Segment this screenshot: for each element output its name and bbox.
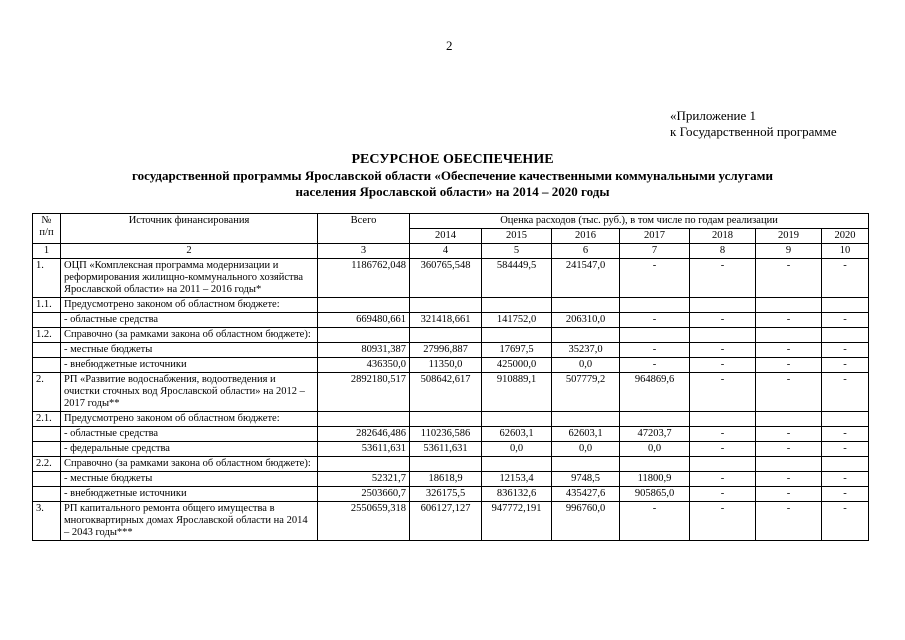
source-cell: Предусмотрено законом об областном бюджете: (61, 412, 318, 427)
year-value-cell: - (690, 343, 756, 358)
year-value-cell: - (822, 259, 869, 298)
year-value-cell: - (620, 502, 690, 541)
year-value-cell: - (822, 487, 869, 502)
total-cell (318, 412, 410, 427)
table-row (33, 328, 869, 343)
source-cell: - внебюджетные источники (61, 487, 318, 502)
column-number: 5 (482, 244, 552, 259)
column-number: 4 (410, 244, 482, 259)
year-value-cell: - (690, 373, 756, 412)
column-number: 2 (61, 244, 318, 259)
column-number: 1 (33, 244, 61, 259)
column-number: 6 (552, 244, 620, 259)
row-number-cell (33, 442, 61, 457)
year-value-cell (822, 457, 869, 472)
total-cell: 2503660,7 (318, 487, 410, 502)
source-cell: РП «Развитие водоснабжения, водоотведения и очистки сточных вод Ярославской области» на 2012 – 2017 годы** (61, 373, 318, 412)
page-number: 2 (446, 38, 453, 53)
source-cell: - федеральные средства (61, 442, 318, 457)
year-value-cell: - (620, 313, 690, 328)
source-cell: - областные средства (61, 427, 318, 442)
table-row (33, 487, 869, 502)
year-value-cell (482, 412, 552, 427)
year-value-cell: - (756, 442, 822, 457)
year-value-cell: 321418,661 (410, 313, 482, 328)
year-value-cell (482, 457, 552, 472)
row-number-cell (33, 472, 61, 487)
row-number-cell (33, 358, 61, 373)
header-total: Всего (318, 214, 410, 244)
year-value-cell (552, 412, 620, 427)
table-row (33, 412, 869, 427)
year-value-cell (620, 298, 690, 313)
year-value-cell (482, 298, 552, 313)
column-number: 8 (690, 244, 756, 259)
year-value-cell: - (822, 472, 869, 487)
year-value-cell: 507779,2 (552, 373, 620, 412)
table-row (33, 358, 869, 373)
year-value-cell: 206310,0 (552, 313, 620, 328)
year-value-cell: 910889,1 (482, 373, 552, 412)
source-cell: - областные средства (61, 313, 318, 328)
table-row (33, 457, 869, 472)
table-body (33, 259, 869, 541)
header-year: 2016 (552, 229, 620, 244)
year-value-cell: 47203,7 (620, 427, 690, 442)
appendix-line-1: «Приложение 1 (670, 108, 757, 123)
year-value-cell: - (620, 343, 690, 358)
year-value-cell: 964869,6 (620, 373, 690, 412)
header-year: 2018 (690, 229, 756, 244)
year-value-cell: 0,0 (552, 358, 620, 373)
year-value-cell: - (756, 427, 822, 442)
column-number: 3 (318, 244, 410, 259)
header-estimate: Оценка расходов (тыс. руб.), в том числе по годам реализации (410, 214, 869, 229)
year-value-cell: - (756, 487, 822, 502)
row-number-cell: 2.2. (33, 457, 61, 472)
year-value-cell: 241547,0 (552, 259, 620, 298)
source-cell: - местные бюджеты (61, 472, 318, 487)
year-value-cell: 35237,0 (552, 343, 620, 358)
year-value-cell: 17697,5 (482, 343, 552, 358)
total-cell: 669480,661 (318, 313, 410, 328)
year-value-cell (410, 328, 482, 343)
header-year: 2015 (482, 229, 552, 244)
year-value-cell (410, 457, 482, 472)
year-value-cell: 996760,0 (552, 502, 620, 541)
year-value-cell: 11350,0 (410, 358, 482, 373)
year-value-cell: - (822, 442, 869, 457)
year-value-cell (822, 298, 869, 313)
header-source: Источник финансирования (61, 214, 318, 244)
year-value-cell: 905865,0 (620, 487, 690, 502)
table-row (33, 343, 869, 358)
year-value-cell: - (756, 358, 822, 373)
year-value-cell (690, 298, 756, 313)
year-value-cell: - (756, 472, 822, 487)
total-cell (318, 298, 410, 313)
year-value-cell: 18618,9 (410, 472, 482, 487)
source-cell: - местные бюджеты (61, 343, 318, 358)
year-value-cell: - (756, 343, 822, 358)
year-value-cell: - (822, 343, 869, 358)
year-value-cell (552, 328, 620, 343)
total-cell: 436350,0 (318, 358, 410, 373)
row-number-cell (33, 487, 61, 502)
row-number-cell: 2.1. (33, 412, 61, 427)
year-value-cell: - (690, 442, 756, 457)
year-value-cell: - (822, 373, 869, 412)
year-value-cell (822, 328, 869, 343)
year-value-cell: - (822, 358, 869, 373)
year-value-cell: 836132,6 (482, 487, 552, 502)
year-value-cell: 9748,5 (552, 472, 620, 487)
year-value-cell: - (756, 259, 822, 298)
column-number-row (33, 244, 869, 259)
year-value-cell: 0,0 (482, 442, 552, 457)
total-cell: 80931,387 (318, 343, 410, 358)
source-cell: Справочно (за рамками закона об областном бюджете): (61, 457, 318, 472)
year-value-cell: 947772,191 (482, 502, 552, 541)
resource-table (32, 213, 869, 541)
year-value-cell: 11800,9 (620, 472, 690, 487)
year-value-cell (822, 412, 869, 427)
row-number-cell: 3. (33, 502, 61, 541)
year-value-cell: - (690, 358, 756, 373)
appendix-caption (670, 108, 837, 140)
row-number-cell: 1. (33, 259, 61, 298)
year-value-cell: 53611,631 (410, 442, 482, 457)
year-value-cell: - (822, 313, 869, 328)
column-number: 9 (756, 244, 822, 259)
year-value-cell: 12153,4 (482, 472, 552, 487)
table-row (33, 259, 869, 298)
year-value-cell: 27996,887 (410, 343, 482, 358)
year-value-cell (482, 328, 552, 343)
year-value-cell: - (756, 373, 822, 412)
table-row (33, 373, 869, 412)
table-row (33, 442, 869, 457)
table-row (33, 502, 869, 541)
year-value-cell: - (822, 427, 869, 442)
total-cell: 2892180,517 (318, 373, 410, 412)
table-row (33, 313, 869, 328)
header-num: № п/п (33, 214, 61, 244)
year-value-cell (410, 412, 482, 427)
year-value-cell: - (690, 427, 756, 442)
year-value-cell: - (690, 472, 756, 487)
year-value-cell (690, 457, 756, 472)
year-value-cell (756, 412, 822, 427)
year-value-cell (552, 298, 620, 313)
header-year: 2017 (620, 229, 690, 244)
row-number-cell: 1.1. (33, 298, 61, 313)
year-value-cell: - (690, 487, 756, 502)
year-value-cell: 360765,548 (410, 259, 482, 298)
year-value-cell (756, 328, 822, 343)
table-row (33, 298, 869, 313)
year-value-cell: 435427,6 (552, 487, 620, 502)
total-cell: 282646,486 (318, 427, 410, 442)
year-value-cell (410, 298, 482, 313)
source-cell: РП капитального ремонта общего имущества в многоквартирных домах Ярославской области на 2014 – 2043 годы*** (61, 502, 318, 541)
column-number: 7 (620, 244, 690, 259)
year-value-cell: 141752,0 (482, 313, 552, 328)
title-line-3: населения Ярославской области» на 2014 – 2020 годы (295, 184, 610, 199)
title-line-2: государственной программы Ярославской области «Обеспечение качественными коммунальными услугами (132, 168, 773, 183)
year-value-cell: 0,0 (552, 442, 620, 457)
source-cell: Справочно (за рамками закона об областном бюджете): (61, 328, 318, 343)
year-value-cell (690, 328, 756, 343)
row-number-cell (33, 313, 61, 328)
year-value-cell: - (690, 259, 756, 298)
total-cell: 53611,631 (318, 442, 410, 457)
source-cell: Предусмотрено законом об областном бюджете: (61, 298, 318, 313)
total-cell (318, 328, 410, 343)
year-value-cell: - (756, 313, 822, 328)
year-value-cell: 584449,5 (482, 259, 552, 298)
year-value-cell: 62603,1 (552, 427, 620, 442)
header-year: 2014 (410, 229, 482, 244)
appendix-line-2: к Государственной программе (670, 124, 837, 139)
row-number-cell (33, 343, 61, 358)
year-value-cell (552, 457, 620, 472)
year-value-cell: 110236,586 (410, 427, 482, 442)
header-year: 2019 (756, 229, 822, 244)
title-line-1: РЕСУРСНОЕ ОБЕСПЕЧЕНИЕ (351, 152, 554, 167)
year-value-cell: - (822, 502, 869, 541)
row-number-cell: 2. (33, 373, 61, 412)
year-value-cell: - (620, 259, 690, 298)
year-value-cell: 425000,0 (482, 358, 552, 373)
total-cell: 1186762,048 (318, 259, 410, 298)
header-year: 2020 (822, 229, 869, 244)
column-number: 10 (822, 244, 869, 259)
year-value-cell (756, 298, 822, 313)
year-value-cell: 62603,1 (482, 427, 552, 442)
year-value-cell: 508642,617 (410, 373, 482, 412)
year-value-cell: - (620, 358, 690, 373)
year-value-cell (756, 457, 822, 472)
row-number-cell (33, 427, 61, 442)
row-number-cell: 1.2. (33, 328, 61, 343)
year-value-cell: - (690, 502, 756, 541)
document-title (40, 152, 865, 200)
year-value-cell (620, 412, 690, 427)
total-cell: 2550659,318 (318, 502, 410, 541)
total-cell (318, 457, 410, 472)
year-value-cell: 606127,127 (410, 502, 482, 541)
source-cell: ОЦП «Комплексная программа модернизации и реформирования жилищно-коммунального хозяйства Ярославской области» на 2011 – 2016 годы* (61, 259, 318, 298)
year-value-cell: 326175,5 (410, 487, 482, 502)
table-row (33, 427, 869, 442)
year-value-cell (620, 328, 690, 343)
header-row-1 (33, 214, 869, 229)
year-value-cell: - (756, 502, 822, 541)
source-cell: - внебюджетные источники (61, 358, 318, 373)
year-value-cell: - (690, 313, 756, 328)
total-cell: 52321,7 (318, 472, 410, 487)
year-value-cell (620, 457, 690, 472)
year-value-cell: 0,0 (620, 442, 690, 457)
table-row (33, 472, 869, 487)
year-value-cell (690, 412, 756, 427)
